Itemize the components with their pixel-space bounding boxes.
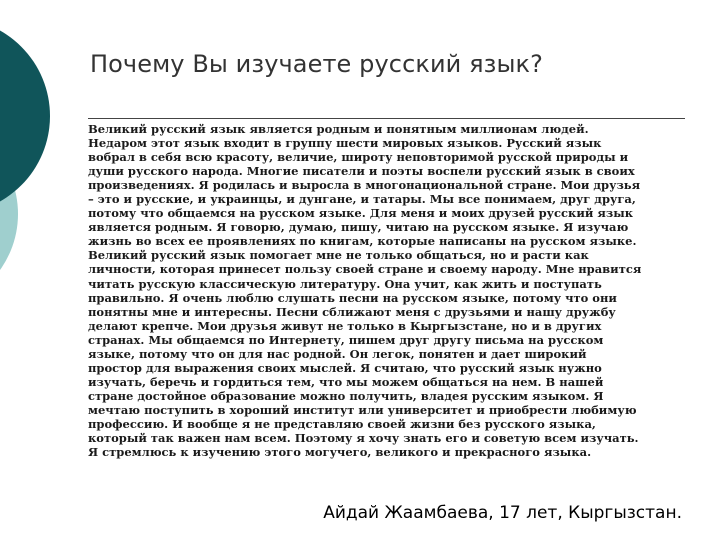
essay-line: жизнь во всех ее проявлениях по книгам, которые написаны на русском языке. (88, 234, 637, 249)
essay-line: произведениях. Я родилась и выросла в многонациональной стране. Мои друзья (88, 178, 641, 193)
essay-line: – это и русские, и украинцы, и дунгане, и татары. Мы все понимаем, друг друга, (88, 192, 636, 207)
essay-line: души русского народа. Многие писатели и поэты воспели русский язык в своих (88, 164, 635, 179)
decorative-teal-circles (0, 0, 80, 540)
essay-line: языке, потому что он для нас родной. Он легок, понятен и дает широкий (88, 346, 587, 361)
essay-line: читать русскую классическую литературу. Она учит, как жить и поступать (88, 276, 602, 291)
essay-line: простор для выражения своих мыслей. Я считаю, что русский язык нужно (88, 360, 602, 375)
essay-line: мечтаю поступить в хороший институт или университет и приобрести любимую (88, 402, 637, 417)
essay-line: стране достойное образование можно получить, владея русским языком. Я (88, 388, 604, 403)
essay-line: вобрал в себя всю красоту, величие, широту неповторимой русской природы и (88, 150, 629, 165)
essay-line: правильно. Я очень люблю слушать песни на русском языке, потому что они (88, 290, 617, 305)
essay-line: Недаром этот язык входит в группу шести мировых языков. Русский язык (88, 136, 602, 151)
essay-line: который так важен нам всем. Поэтому я хочу знать его и советую всем изучать. (88, 431, 639, 446)
dark-teal-circle (0, 18, 50, 214)
essay-line: Великий русский язык является родным и понятным миллионам людей. (88, 122, 589, 136)
essay-body (88, 122, 692, 459)
essay-line: Великий русский язык помогает мне не только общаться, но и расти как (88, 248, 589, 263)
essay-line: понятны мне и интересны. Песни сближают меня с друзьями и нашу дружбу (88, 304, 616, 319)
title-divider (88, 118, 685, 119)
slide-title: Почему Вы изучаете русский язык? (90, 50, 543, 78)
essay-line: Я стремлюсь к изучению этого могучего, великого и прекрасного языка. (88, 445, 592, 460)
essay-line: потому что общаемся на русском языке. Для меня и моих друзей русский язык (88, 206, 634, 221)
author-signature: Айдай Жаамбаева, 17 лет, Кыргызстан. (323, 503, 682, 523)
essay-line: является родным. Я говорю, думаю, пишу, читаю на русском языке. Я изучаю (88, 220, 629, 235)
essay-line: личности, которая принесет пользу своей стране и своему народу. Мне нравится (88, 262, 642, 277)
essay-line: профессию. И вообще я не представляю своей жизни без русского языка, (88, 416, 596, 431)
essay-line: изучать, беречь и гордиться тем, что мы можем общаться на нем. В нашей (88, 374, 604, 389)
essay-line: делают крепче. Мои друзья живут не только в Кыргызстане, но и в других (88, 318, 602, 333)
essay-line: странах. Мы общаемся по Интернету, пишем друг другу письма на русском (88, 332, 604, 347)
